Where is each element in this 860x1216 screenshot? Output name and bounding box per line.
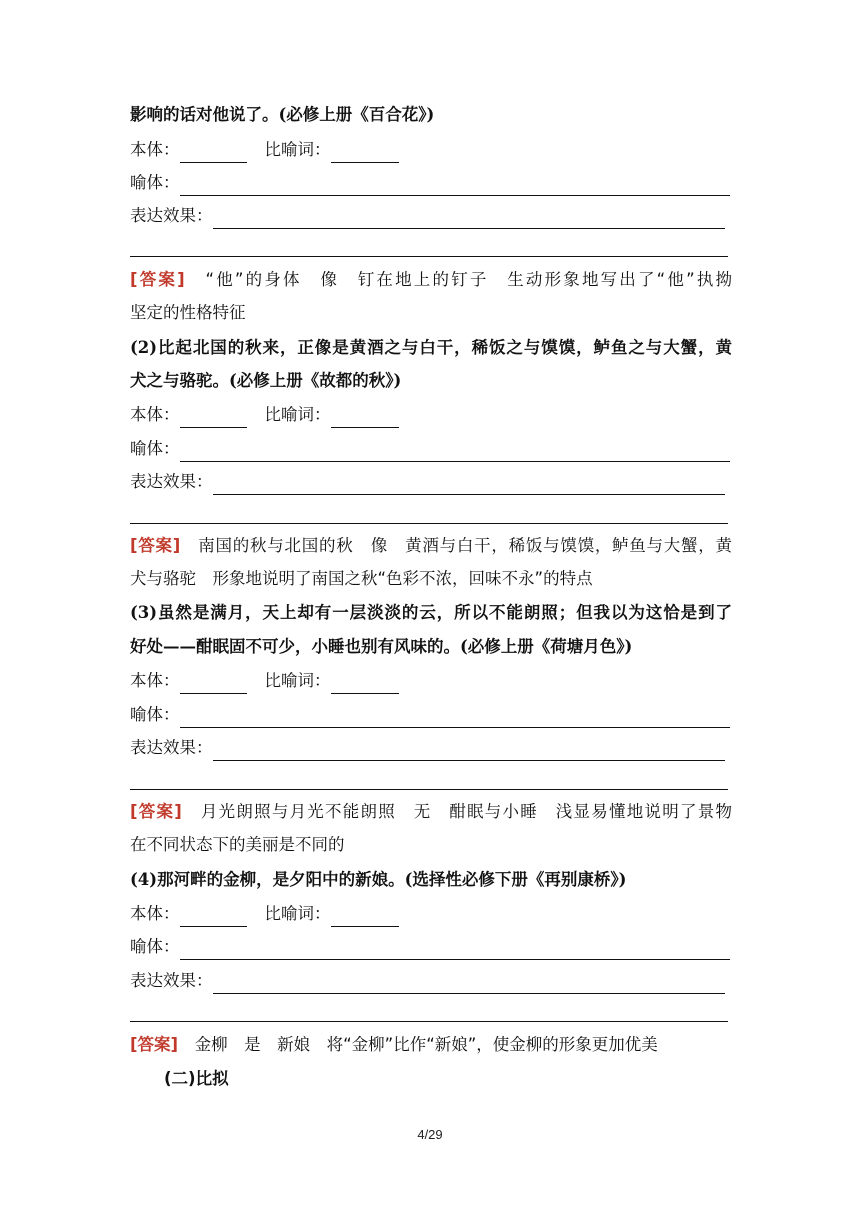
section-heading: (二)比拟	[164, 1069, 229, 1088]
answer-3-line-2: 在不同状态下的美丽是不同的	[130, 835, 345, 854]
vehicle-label: 喻体：	[130, 439, 180, 458]
comparator-blank[interactable]	[331, 673, 399, 694]
answer-3-line-1	[130, 799, 732, 825]
answer-tag: [答案]	[130, 536, 181, 555]
page-number: 4/29	[417, 1127, 443, 1142]
vehicle-label: 喻体：	[130, 705, 180, 724]
answer-tag: [答案]	[130, 270, 185, 289]
tenor-label: 本体：	[130, 405, 180, 424]
vehicle-blank[interactable]	[180, 707, 730, 728]
effect-blank[interactable]	[213, 973, 725, 994]
vehicle-row-3	[130, 702, 732, 728]
effect-row-2	[130, 469, 732, 495]
effect-blank-continuation[interactable]	[130, 789, 728, 790]
comparator-blank[interactable]	[331, 906, 399, 927]
effect-blank[interactable]	[213, 208, 725, 229]
answer-tag: [答案]	[130, 1035, 179, 1054]
vehicle-label: 喻体：	[130, 937, 180, 956]
question-1-tail: 影响的话对他说了。(必修上册《百合花》)	[130, 105, 435, 124]
question-4-line-1: (4)那河畔的金柳，是夕阳中的新娘。(选择性必修下册《再别康桥》)	[130, 870, 627, 889]
effect-label: 表达效果：	[130, 206, 213, 225]
effect-row-1	[130, 203, 732, 229]
effect-blank[interactable]	[213, 740, 725, 761]
tenor-comparator-row-1	[130, 137, 732, 163]
tenor-comparator-row-3	[130, 668, 732, 694]
tenor-blank[interactable]	[180, 673, 247, 694]
vehicle-blank[interactable]	[180, 175, 730, 196]
answer-3-text: 月光朗照与月光不能朗照 无 酣眠与小睡 浅显易懂地说明了景物	[200, 802, 732, 821]
tenor-blank[interactable]	[180, 906, 247, 927]
vehicle-label: 喻体：	[130, 173, 180, 192]
answer-2-line-1	[130, 533, 732, 559]
question-2-line-2: 犬之与骆驼。(必修上册《故都的秋》)	[130, 371, 402, 390]
comparator-label: 比喻词：	[264, 904, 331, 923]
effect-label: 表达效果：	[130, 738, 213, 757]
vehicle-row-4	[130, 934, 732, 960]
comparator-label: 比喻词：	[264, 140, 331, 159]
comparator-label: 比喻词：	[264, 671, 331, 690]
tenor-comparator-row-2	[130, 402, 732, 428]
answer-2-text: 南国的秋与北国的秋 像 黄酒与白干，稀饭与馍馍，鲈鱼与大蟹，黄	[198, 536, 733, 555]
answer-2-line-2: 犬与骆驼 形象地说明了南国之秋“色彩不浓，回味不永”的特点	[130, 569, 593, 588]
tenor-label: 本体：	[130, 140, 180, 159]
tenor-blank[interactable]	[180, 407, 247, 428]
tenor-label: 本体：	[130, 904, 180, 923]
answer-tag: [答案]	[130, 802, 182, 821]
effect-row-3	[130, 735, 732, 761]
effect-row-4	[130, 968, 732, 994]
question-3-line-1: (3)虽然是满月，天上却有一层淡淡的云，所以不能朗照；但我以为这恰是到了	[130, 603, 732, 622]
answer-1-line-1	[130, 267, 732, 293]
effect-blank-continuation[interactable]	[130, 256, 728, 257]
tenor-blank[interactable]	[180, 142, 247, 163]
vehicle-row-1	[130, 170, 732, 196]
effect-blank-continuation[interactable]	[130, 523, 728, 524]
effect-label: 表达效果：	[130, 472, 213, 491]
question-2-line-1: (2)比起北国的秋来，正像是黄酒之与白干，稀饭之与馍馍，鲈鱼之与大蟹，黄	[130, 338, 732, 357]
comparator-label: 比喻词：	[264, 405, 331, 424]
effect-blank-continuation[interactable]	[130, 1021, 728, 1022]
vehicle-blank[interactable]	[180, 939, 730, 960]
answer-4-text: 金柳 是 新娘 将“金柳”比作“新娘”，使金柳的形象更加优美	[194, 1035, 658, 1054]
answer-4-line-1	[130, 1032, 732, 1058]
effect-blank[interactable]	[213, 474, 725, 495]
question-3-line-2: 好处——酣眠固不可少，小睡也别有风味的。(必修上册《荷塘月色》)	[130, 637, 633, 656]
vehicle-row-2	[130, 436, 732, 462]
tenor-comparator-row-4	[130, 901, 732, 927]
answer-1-text: “他”的身体 像 钉在地上的钉子 生动形象地写出了“他”执拗	[205, 270, 732, 289]
vehicle-blank[interactable]	[180, 441, 730, 462]
answer-1-line-2: 坚定的性格特征	[130, 303, 246, 322]
effect-label: 表达效果：	[130, 971, 213, 990]
tenor-label: 本体：	[130, 671, 180, 690]
comparator-blank[interactable]	[331, 142, 399, 163]
comparator-blank[interactable]	[331, 407, 399, 428]
